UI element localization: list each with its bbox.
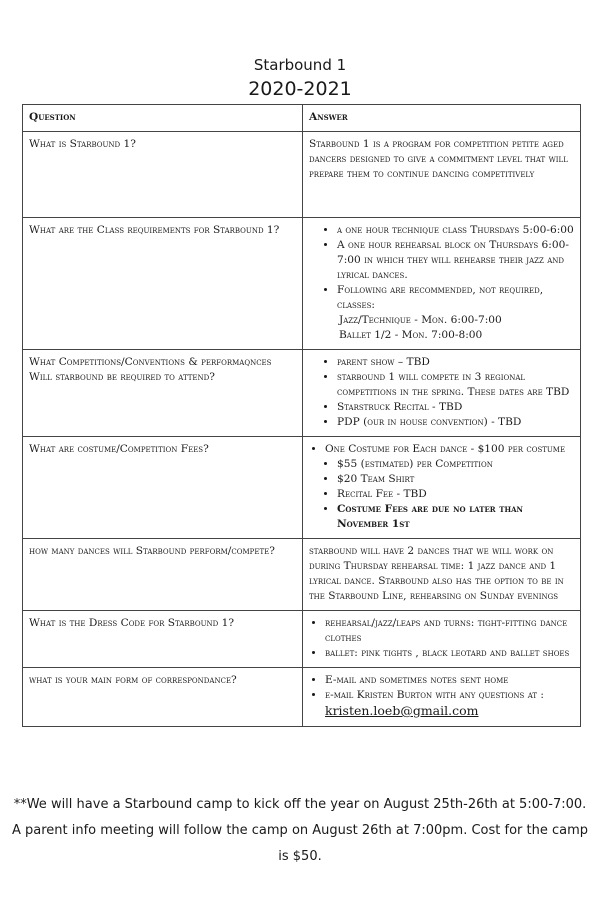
list-item: • E-mail and sometimes notes sent home: [325, 673, 575, 688]
answer-sublist: [309, 457, 575, 532]
list-item: [325, 688, 575, 720]
list-item: • ballet: pink tights , black leotard and ballet shoes: [325, 646, 575, 661]
class-schedule-line: Jazz/Technique - Mon. 6:00-7:00: [339, 314, 502, 326]
answer-header: Answer: [303, 105, 581, 132]
list-item: • One Costume for Each dance - $100 per costume: [325, 442, 575, 457]
question-header: Question: [23, 105, 303, 132]
answer-cell: [303, 350, 581, 437]
contact-text: e-mail Kristen Burton with any questions at :: [325, 689, 544, 701]
table-header-row: [23, 105, 581, 132]
list-item: • a one hour technique class Thursdays 5:00-6:00: [337, 223, 575, 238]
question-cell: What are costume/Competition Fees?: [23, 437, 303, 539]
list-item: • $55 (estimated) per Competition: [337, 457, 575, 472]
table-row: [23, 668, 581, 727]
question-cell: What is the Dress Code for Starbound 1?: [23, 611, 303, 668]
answer-list: [309, 355, 575, 430]
answer-list: [309, 442, 575, 457]
list-item: • Costume Fees are due no later than November 1st: [337, 502, 575, 532]
list-item: • Following are recommended, not required, classes:: [337, 283, 575, 313]
question-cell: What are the Class requirements for Starbound 1?: [23, 218, 303, 350]
page-year: 2020-2021: [248, 78, 352, 100]
list-item: • A one hour rehearsal block on Thursdays 6:00-7:00 in which they will rehearse their jazz and lyrical dances.: [337, 238, 575, 283]
table-row: [23, 437, 581, 539]
table-row: [23, 218, 581, 350]
list-item: • $20 Team Shirt: [337, 472, 575, 487]
answer-list: [309, 673, 575, 720]
question-cell: What Competitions/Conventions & performaqnces Will starbound be required to attend?: [23, 350, 303, 437]
table-row: [23, 611, 581, 668]
list-item: • parent show – TBD: [337, 355, 575, 370]
table-row: [23, 539, 581, 611]
answer-cell: [303, 218, 581, 350]
table-row: [23, 350, 581, 437]
table-row: [23, 132, 581, 218]
question-cell: what is your main form of correspondance?: [23, 668, 303, 727]
email-link[interactable]: kristen.loeb@gmail.com: [325, 703, 479, 718]
question-cell: What is Starbound 1?: [23, 132, 303, 218]
answer-list: [309, 223, 575, 313]
answer-cell: [303, 668, 581, 727]
list-item: • Starstruck Recital - TBD: [337, 400, 575, 415]
list-item: • PDP (our in house convention) - TBD: [337, 415, 575, 430]
list-item: • Recital Fee - TBD: [337, 487, 575, 502]
answer-list: [309, 616, 575, 661]
answer-cell: [303, 437, 581, 539]
page-title: Starbound 1: [253, 56, 347, 74]
question-cell: how many dances will Starbound perform/compete?: [23, 539, 303, 611]
list-item: • rehearsal/jazz/leaps and turns: tight-fitting dance clothes: [325, 616, 575, 646]
camp-note: **We will have a Starbound camp to kick off the year on August 25th-26th at 5:00-7:00. A parent info meeting will follow the camp on August 26th at 7:00pm. Cost for the camp is $50.: [11, 797, 589, 864]
answer-cell: [303, 611, 581, 668]
class-schedule-line: Ballet 1/2 - Mon. 7:00-8:00: [339, 329, 483, 341]
qa-table: [22, 104, 581, 727]
list-item: • starbound 1 will compete in 3 regional competitions in the spring. These dates are TBD: [337, 370, 575, 400]
answer-cell: Starbound 1 is a program for competition petite aged dancers designed to give a commitment level that will prepare them to continue dancing competitively: [303, 132, 581, 218]
answer-cell: starbound will have 2 dances that we will work on during Thursday rehearsal time: 1 jazz dance and 1 lyrical dance. Starbound also has the option to be in the Starbound Line, rehearsing on Sunday evenings: [303, 539, 581, 611]
